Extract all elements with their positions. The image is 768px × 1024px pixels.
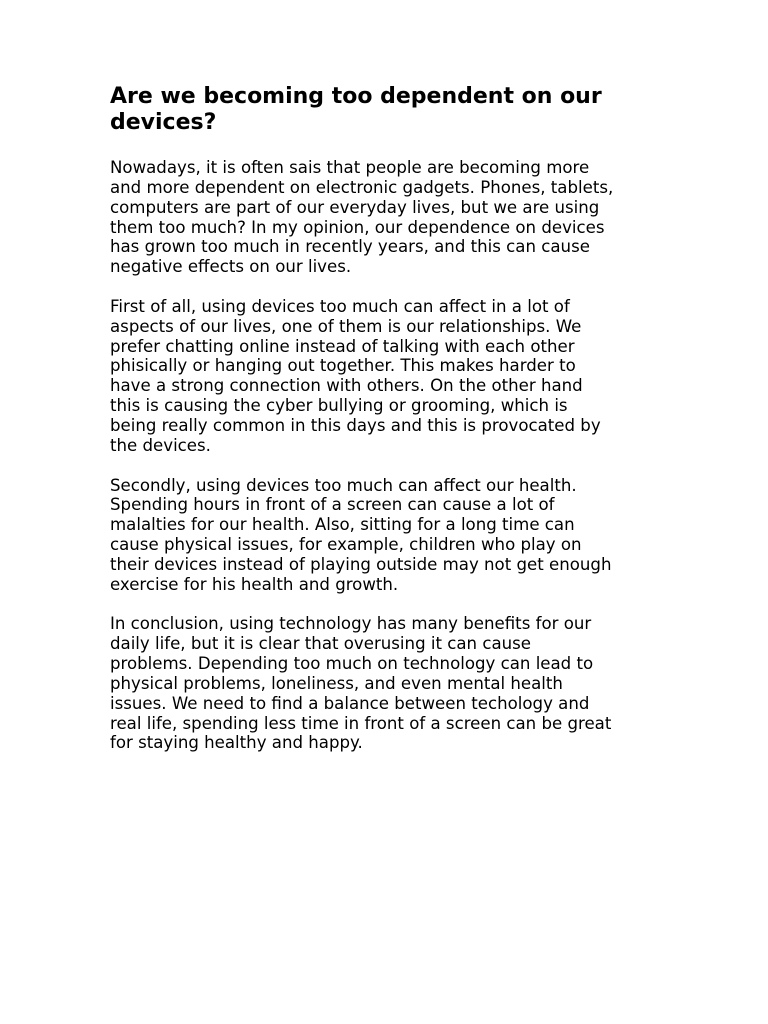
paragraph-health — [110, 476, 670, 595]
paragraph-line: the devices. — [110, 435, 211, 455]
paragraph-line: First of all, using devices too much can affect in a lot of — [110, 296, 570, 316]
paragraph-line: their devices instead of playing outside may not get enough — [110, 554, 612, 574]
paragraph-line: for staying healthy and happy. — [110, 733, 363, 753]
paragraph-line: prefer chatting online instead of talking with each other — [110, 336, 575, 356]
paragraph-line: them too much? In my opinion, our dependence on devices — [110, 217, 605, 237]
paragraph-line: Secondly, using devices too much can affect our health. — [110, 475, 577, 495]
paragraph-introduction — [110, 158, 670, 277]
paragraph-line: being really common in this days and this is provocated by — [110, 415, 601, 435]
paragraph-line: In conclusion, using technology has many benefits for our — [110, 614, 592, 634]
paragraph-line: Spending hours in front of a screen can cause a lot of — [110, 495, 555, 515]
paragraph-line: Nowadays, it is often sais that people are becoming more — [110, 158, 590, 177]
title-line: Are we becoming too dependent on our — [110, 84, 602, 109]
paragraph-line: phisically or hanging out together. This makes harder to — [110, 356, 576, 376]
title-line: devices? — [110, 110, 217, 135]
paragraph-line: problems. Depending too much on technology can lead to — [110, 654, 594, 674]
paragraph-line: real life, spending less time in front of a screen can be great — [110, 713, 612, 733]
document-title — [110, 84, 670, 136]
paragraph-line: this is causing the cyber bullying or grooming, which is — [110, 396, 568, 416]
paragraph-conclusion — [110, 614, 670, 753]
paragraph-line: and more dependent on electronic gadgets. Phones, tablets, — [110, 177, 614, 197]
paragraph-line: issues. We need to find a balance between techology and — [110, 693, 590, 713]
paragraph-line: cause physical issues, for example, children who play on — [110, 535, 582, 555]
paragraph-line: have a strong connection with others. On the other hand — [110, 376, 583, 396]
paragraph-line: negative effects on our lives. — [110, 257, 352, 277]
paragraph-line: aspects of our lives, one of them is our relationships. We — [110, 316, 582, 336]
paragraph-line: malalties for our health. Also, sitting for a long time can — [110, 515, 575, 535]
paragraph-line: daily life, but it is clear that overusing it can cause — [110, 634, 532, 654]
paragraph-line: exercise for his health and growth. — [110, 574, 399, 594]
paragraph-line: computers are part of our everyday lives, but we are using — [110, 197, 600, 217]
paragraph-line: physical problems, loneliness, and even mental health — [110, 673, 563, 693]
paragraph-relationships — [110, 297, 670, 456]
paragraph-line: has grown too much in recently years, and this can cause — [110, 237, 590, 257]
document-body — [110, 84, 670, 773]
